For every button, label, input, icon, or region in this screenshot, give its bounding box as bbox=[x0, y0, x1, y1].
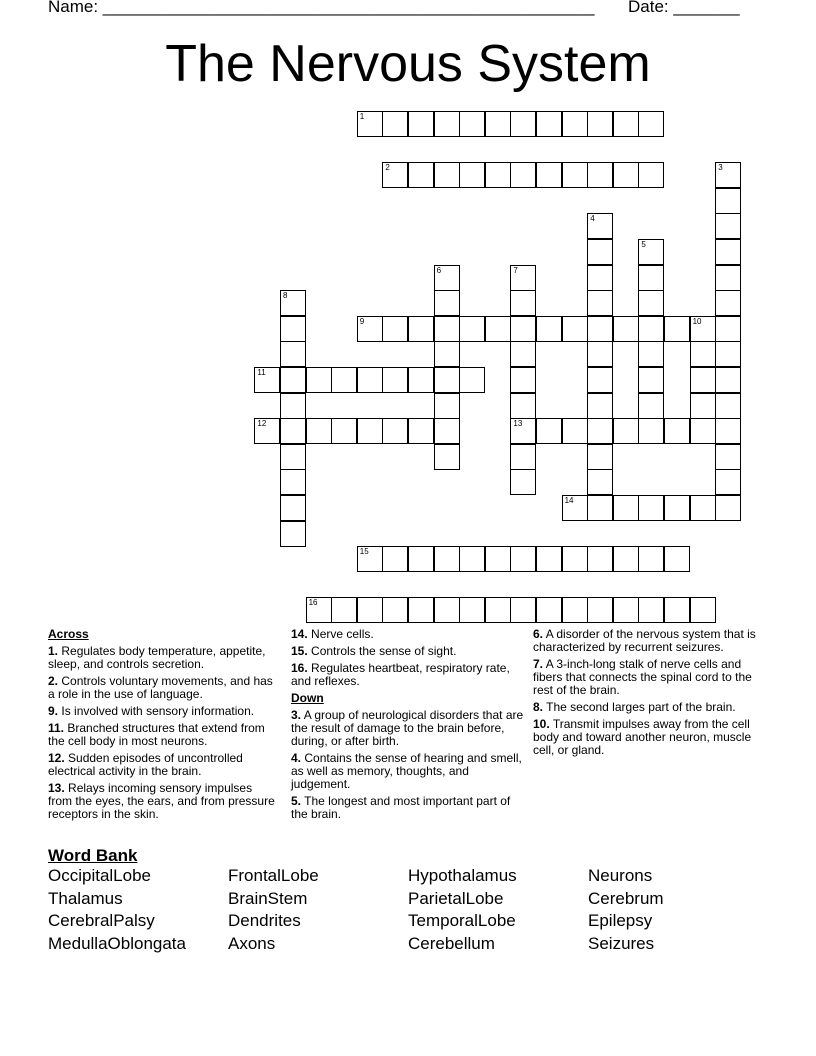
clue-item bbox=[48, 675, 278, 701]
crossword-cell[interactable] bbox=[715, 367, 741, 393]
crossword-cell[interactable] bbox=[715, 188, 741, 214]
crossword-cell[interactable] bbox=[280, 418, 306, 444]
crossword-cell[interactable] bbox=[510, 265, 536, 291]
crossword-cell[interactable] bbox=[434, 316, 460, 342]
clue-item-text: The longest and most important part of the brain. bbox=[291, 794, 511, 821]
clue-number: 13 bbox=[513, 419, 523, 429]
clue-item-number: 7. bbox=[533, 657, 544, 671]
crossword-cell[interactable] bbox=[536, 111, 562, 137]
crossword-cell[interactable] bbox=[331, 367, 357, 393]
crossword-cell[interactable] bbox=[510, 290, 536, 316]
clue-number: 16 bbox=[308, 598, 318, 608]
crossword-cell[interactable] bbox=[664, 418, 690, 444]
crossword-cell[interactable] bbox=[613, 111, 639, 137]
crossword-cell[interactable] bbox=[357, 546, 383, 572]
clue-section-heading: Down bbox=[291, 691, 324, 705]
crossword-cell[interactable] bbox=[587, 162, 613, 188]
crossword-cell[interactable] bbox=[434, 265, 460, 291]
clue-number: 3 bbox=[718, 163, 723, 173]
clue-item-text: Nerve cells. bbox=[311, 627, 374, 641]
word-bank-item: TemporalLobe bbox=[408, 911, 516, 931]
crossword-cell[interactable] bbox=[434, 162, 460, 188]
clue-item-number: 3. bbox=[291, 708, 302, 722]
crossword-cell[interactable] bbox=[587, 111, 613, 137]
crossword-cell[interactable] bbox=[715, 162, 741, 188]
crossword-cell[interactable] bbox=[434, 393, 460, 419]
crossword-cell[interactable] bbox=[587, 597, 613, 623]
clues-column-2 bbox=[291, 628, 526, 825]
clue-item-number: 13. bbox=[48, 781, 65, 795]
clue-item bbox=[291, 752, 526, 791]
crossword-cell[interactable] bbox=[587, 418, 613, 444]
crossword-cell[interactable] bbox=[434, 341, 460, 367]
word-bank-item: Dendrites bbox=[228, 911, 301, 931]
crossword-cell[interactable] bbox=[715, 265, 741, 291]
clue-item bbox=[48, 752, 278, 778]
clue-item-number: 4. bbox=[291, 751, 302, 765]
crossword-cell[interactable] bbox=[459, 162, 485, 188]
crossword-cell[interactable] bbox=[638, 597, 664, 623]
clue-number: 5 bbox=[641, 240, 646, 249]
crossword-cell[interactable] bbox=[510, 367, 536, 393]
crossword-cell[interactable] bbox=[536, 597, 562, 623]
clue-number: 2 bbox=[385, 163, 390, 173]
crossword-cell[interactable] bbox=[408, 162, 434, 188]
clue-item bbox=[48, 705, 278, 718]
crossword-cell[interactable] bbox=[638, 162, 664, 188]
crossword-cell[interactable] bbox=[510, 444, 536, 470]
crossword-cell[interactable] bbox=[510, 316, 536, 342]
clue-item-text: Contains the sense of hearing and smell, as well as memory, thoughts, and judgement. bbox=[291, 751, 522, 791]
crossword-cell[interactable] bbox=[715, 239, 741, 265]
clue-number: 14 bbox=[564, 496, 574, 505]
crossword-cell[interactable] bbox=[613, 495, 639, 521]
crossword-cell[interactable] bbox=[280, 393, 306, 419]
clue-item bbox=[533, 701, 768, 714]
crossword-cell[interactable] bbox=[280, 341, 306, 367]
crossword-cell[interactable] bbox=[587, 495, 613, 521]
word-bank-item: ParietalLobe bbox=[408, 888, 504, 908]
crossword-cell[interactable] bbox=[613, 162, 639, 188]
crossword-cell[interactable] bbox=[613, 546, 639, 572]
crossword-cell[interactable] bbox=[382, 546, 408, 572]
crossword-cell[interactable] bbox=[638, 265, 664, 291]
crossword-cell[interactable] bbox=[587, 213, 613, 239]
crossword-cell[interactable] bbox=[382, 162, 408, 188]
crossword-cell[interactable] bbox=[357, 418, 383, 444]
crossword-cell[interactable] bbox=[638, 495, 664, 521]
crossword-cell[interactable] bbox=[715, 469, 741, 495]
crossword-cell[interactable] bbox=[280, 367, 306, 393]
clue-item bbox=[291, 662, 526, 688]
crossword-cell[interactable] bbox=[536, 162, 562, 188]
clue-number: 9 bbox=[359, 316, 365, 326]
crossword-cell[interactable] bbox=[510, 341, 536, 367]
clue-number: 7 bbox=[513, 265, 518, 275]
clue-item-text: A 3-inch-long stalk of nerve cells and fibers that connects the spinal cord to the rest of the brain. bbox=[533, 657, 752, 697]
clue-item bbox=[48, 722, 278, 748]
crossword-cell[interactable] bbox=[715, 393, 741, 419]
crossword-cell[interactable] bbox=[715, 444, 741, 470]
page-title: The Nervous System bbox=[165, 35, 651, 93]
crossword-cell[interactable] bbox=[613, 597, 639, 623]
word-bank-title: Word Bank bbox=[48, 846, 138, 865]
clues-column-3 bbox=[533, 628, 768, 761]
clue-number: 6 bbox=[436, 265, 442, 275]
word-bank-item: BrainStem bbox=[228, 888, 308, 908]
crossword-cell[interactable] bbox=[434, 444, 460, 470]
clue-number: 15 bbox=[359, 547, 369, 557]
crossword-cell[interactable] bbox=[638, 111, 664, 137]
clue-number: 11 bbox=[257, 368, 266, 377]
crossword-cell[interactable] bbox=[306, 597, 332, 623]
crossword-cell[interactable] bbox=[715, 213, 741, 239]
crossword-cell[interactable] bbox=[408, 597, 434, 623]
crossword-cell[interactable] bbox=[357, 597, 383, 623]
crossword-cell[interactable] bbox=[510, 597, 536, 623]
crossword-cell[interactable] bbox=[510, 418, 536, 444]
crossword-cell[interactable] bbox=[664, 316, 690, 342]
crossword-cell[interactable] bbox=[587, 546, 613, 572]
crossword-cell[interactable] bbox=[280, 316, 306, 342]
clue-item-number: 10. bbox=[533, 717, 550, 731]
clue-item bbox=[48, 782, 278, 821]
crossword-cell[interactable] bbox=[587, 290, 613, 316]
crossword-cell[interactable] bbox=[357, 367, 383, 393]
crossword-cell[interactable] bbox=[280, 521, 306, 547]
crossword-cell[interactable] bbox=[690, 367, 716, 393]
crossword-cell[interactable] bbox=[664, 546, 690, 572]
clue-item-number: 15. bbox=[291, 644, 308, 658]
crossword-cell[interactable] bbox=[613, 418, 639, 444]
crossword-cell[interactable] bbox=[664, 597, 690, 623]
crossword-cell[interactable] bbox=[638, 418, 664, 444]
clue-item bbox=[291, 645, 526, 658]
crossword-cell[interactable] bbox=[715, 290, 741, 316]
crossword-cell[interactable] bbox=[408, 418, 434, 444]
word-bank-item: Axons bbox=[228, 934, 276, 954]
crossword-cell[interactable] bbox=[587, 239, 613, 265]
clue-item-text: Is involved with sensory information. bbox=[61, 704, 255, 718]
clue-item-text: Regulates heartbeat, respiratory rate, and reflexes. bbox=[291, 661, 510, 688]
crossword-cell[interactable] bbox=[510, 162, 536, 188]
crossword-cell[interactable] bbox=[280, 469, 306, 495]
crossword-cell[interactable] bbox=[587, 393, 613, 419]
clues-column-1 bbox=[48, 628, 278, 825]
clue-item-number: 2. bbox=[48, 674, 59, 688]
crossword-cell[interactable] bbox=[587, 469, 613, 495]
clue-item bbox=[533, 718, 768, 757]
crossword-cell[interactable] bbox=[510, 546, 536, 572]
crossword-cell[interactable] bbox=[434, 597, 460, 623]
word-bank-item: Seizures bbox=[588, 934, 655, 954]
crossword-cell[interactable] bbox=[690, 393, 716, 419]
crossword-cell[interactable] bbox=[638, 546, 664, 572]
crossword-cell[interactable] bbox=[357, 316, 383, 342]
crossword-cell[interactable] bbox=[280, 290, 306, 316]
crossword-cell[interactable] bbox=[459, 111, 485, 137]
crossword-cell[interactable] bbox=[638, 290, 664, 316]
crossword-cell[interactable] bbox=[459, 597, 485, 623]
crossword-cell[interactable] bbox=[280, 444, 306, 470]
crossword-cell[interactable] bbox=[434, 367, 460, 393]
crossword-cell[interactable] bbox=[638, 367, 664, 393]
crossword-cell[interactable] bbox=[485, 162, 511, 188]
word-bank-item: Cerebrum bbox=[588, 888, 664, 908]
crossword-cell[interactable] bbox=[690, 316, 716, 342]
crossword-cell[interactable] bbox=[331, 597, 357, 623]
word-bank-item: CerebralPalsy bbox=[48, 911, 155, 931]
crossword-cell[interactable] bbox=[434, 418, 460, 444]
crossword-cell[interactable] bbox=[638, 393, 664, 419]
crossword-cell[interactable] bbox=[357, 111, 383, 137]
clue-item bbox=[291, 795, 526, 821]
crossword-cell[interactable] bbox=[408, 111, 434, 137]
crossword-cell[interactable] bbox=[613, 316, 639, 342]
clue-item-number: 16. bbox=[291, 661, 308, 675]
clue-item-number: 11. bbox=[48, 721, 65, 735]
crossword-cell[interactable] bbox=[536, 546, 562, 572]
crossword-cell[interactable] bbox=[715, 316, 741, 342]
crossword-cell[interactable] bbox=[690, 597, 716, 623]
word-bank-item: Neurons bbox=[588, 866, 653, 885]
crossword-cell[interactable] bbox=[587, 341, 613, 367]
word-bank-item: Hypothalamus bbox=[408, 866, 517, 885]
clue-number: 4 bbox=[590, 214, 595, 224]
crossword-cell[interactable] bbox=[306, 418, 332, 444]
crossword-cell[interactable] bbox=[382, 111, 408, 137]
clue-item bbox=[533, 628, 768, 654]
clue-number: 8 bbox=[283, 291, 288, 301]
clue-item-text: Controls voluntary movements, and has a role in the use of language. bbox=[48, 674, 273, 701]
crossword-cell[interactable] bbox=[434, 546, 460, 572]
crossword-cell[interactable] bbox=[690, 495, 716, 521]
crossword-cell[interactable] bbox=[382, 316, 408, 342]
crossword-cell[interactable] bbox=[510, 111, 536, 137]
crossword-cell[interactable] bbox=[510, 393, 536, 419]
clue-item-number: 14. bbox=[291, 627, 308, 641]
word-bank-item: FrontalLobe bbox=[228, 866, 319, 885]
clue-item-text: Relays incoming sensory impulses from the eyes, the ears, and from pressure receptors in the skin. bbox=[48, 781, 275, 821]
clue-item-number: 5. bbox=[291, 794, 302, 808]
crossword-cell[interactable] bbox=[638, 341, 664, 367]
clue-section-heading: Across bbox=[48, 627, 89, 641]
crossword-cell[interactable] bbox=[510, 469, 536, 495]
clue-item bbox=[533, 658, 768, 697]
crossword-cell[interactable] bbox=[382, 367, 408, 393]
crossword-cell[interactable] bbox=[715, 341, 741, 367]
crossword-cell[interactable] bbox=[254, 418, 280, 444]
crossword-cell[interactable] bbox=[562, 418, 588, 444]
crossword-cell[interactable] bbox=[254, 367, 280, 393]
word-bank-item: Cerebellum bbox=[408, 934, 495, 954]
crossword-cell[interactable] bbox=[434, 111, 460, 137]
date-field[interactable]: Date: _______ bbox=[628, 0, 740, 16]
crossword-cell[interactable] bbox=[408, 316, 434, 342]
word-bank-item: MedullaOblongata bbox=[48, 934, 186, 954]
crossword-cell[interactable] bbox=[562, 546, 588, 572]
crossword-cell[interactable] bbox=[587, 316, 613, 342]
crossword-cell[interactable] bbox=[485, 546, 511, 572]
crossword-cell[interactable] bbox=[485, 316, 511, 342]
crossword-cell[interactable] bbox=[331, 418, 357, 444]
crossword-cell[interactable] bbox=[562, 162, 588, 188]
crossword-cell[interactable] bbox=[638, 239, 664, 265]
crossword-cell[interactable] bbox=[690, 341, 716, 367]
clue-item-text: A disorder of the nervous system that is characterized by recurrent seizures. bbox=[533, 627, 756, 654]
word-bank-item: Thalamus bbox=[48, 888, 123, 908]
name-field[interactable]: Name: ____________________________________________________ bbox=[48, 0, 595, 16]
clue-number: 12 bbox=[257, 419, 267, 429]
clue-item-text: Controls the sense of sight. bbox=[311, 644, 457, 658]
clue-item-number: 8. bbox=[533, 700, 544, 714]
clue-number: 1 bbox=[359, 112, 365, 121]
crossword-cell[interactable] bbox=[382, 418, 408, 444]
crossword-cell[interactable] bbox=[587, 367, 613, 393]
clue-item-number: 12. bbox=[48, 751, 65, 765]
crossword-cell[interactable] bbox=[587, 444, 613, 470]
crossword-cell[interactable] bbox=[306, 367, 332, 393]
crossword-cell[interactable] bbox=[408, 367, 434, 393]
word-bank-item: Epilepsy bbox=[588, 911, 653, 931]
crossword-cell[interactable] bbox=[562, 111, 588, 137]
crossword-cell[interactable] bbox=[562, 597, 588, 623]
crossword-cell[interactable] bbox=[434, 290, 460, 316]
crossword-cell[interactable] bbox=[459, 316, 485, 342]
clue-item-number: 9. bbox=[48, 704, 59, 718]
crossword-cell[interactable] bbox=[459, 367, 485, 393]
clue-item-text: A group of neurological disorders that are the result of damage to the brain before, during, or after birth. bbox=[291, 708, 524, 748]
crossword-cell[interactable] bbox=[459, 546, 485, 572]
crossword-cell[interactable] bbox=[690, 418, 716, 444]
crossword-cell[interactable] bbox=[562, 495, 588, 521]
clue-item bbox=[291, 709, 526, 748]
clue-item bbox=[48, 645, 278, 671]
crossword-cell[interactable] bbox=[638, 316, 664, 342]
clue-item-text: Regulates body temperature, appetite, sleep, and controls secretion. bbox=[48, 644, 266, 671]
clue-item-text: Transmit impulses away from the cell body and toward another neuron, muscle cell, or gland. bbox=[533, 717, 752, 757]
crossword-cell[interactable] bbox=[382, 597, 408, 623]
clue-number: 10 bbox=[692, 316, 702, 326]
crossword-cell[interactable] bbox=[715, 495, 741, 521]
crossword-cell[interactable] bbox=[587, 265, 613, 291]
clue-item bbox=[291, 628, 526, 641]
clue-item-number: 6. bbox=[533, 627, 544, 641]
crossword-cell[interactable] bbox=[280, 495, 306, 521]
crossword-cell[interactable] bbox=[536, 418, 562, 444]
crossword-cell[interactable] bbox=[485, 597, 511, 623]
crossword-cell[interactable] bbox=[562, 316, 588, 342]
clue-item-number: 1. bbox=[48, 644, 59, 658]
crossword-cell[interactable] bbox=[664, 495, 690, 521]
crossword-cell[interactable] bbox=[715, 418, 741, 444]
word-bank-item: OccipitalLobe bbox=[48, 866, 152, 885]
clue-item-text: Sudden episodes of uncontrolled electrical activity in the brain. bbox=[48, 751, 243, 778]
clue-item-text: The second larges part of the brain. bbox=[546, 700, 736, 714]
crossword-cell[interactable] bbox=[536, 316, 562, 342]
clue-item-text: Branched structures that extend from the cell body in most neurons. bbox=[48, 721, 265, 748]
crossword-cell[interactable] bbox=[408, 546, 434, 572]
crossword-cell[interactable] bbox=[485, 111, 511, 137]
